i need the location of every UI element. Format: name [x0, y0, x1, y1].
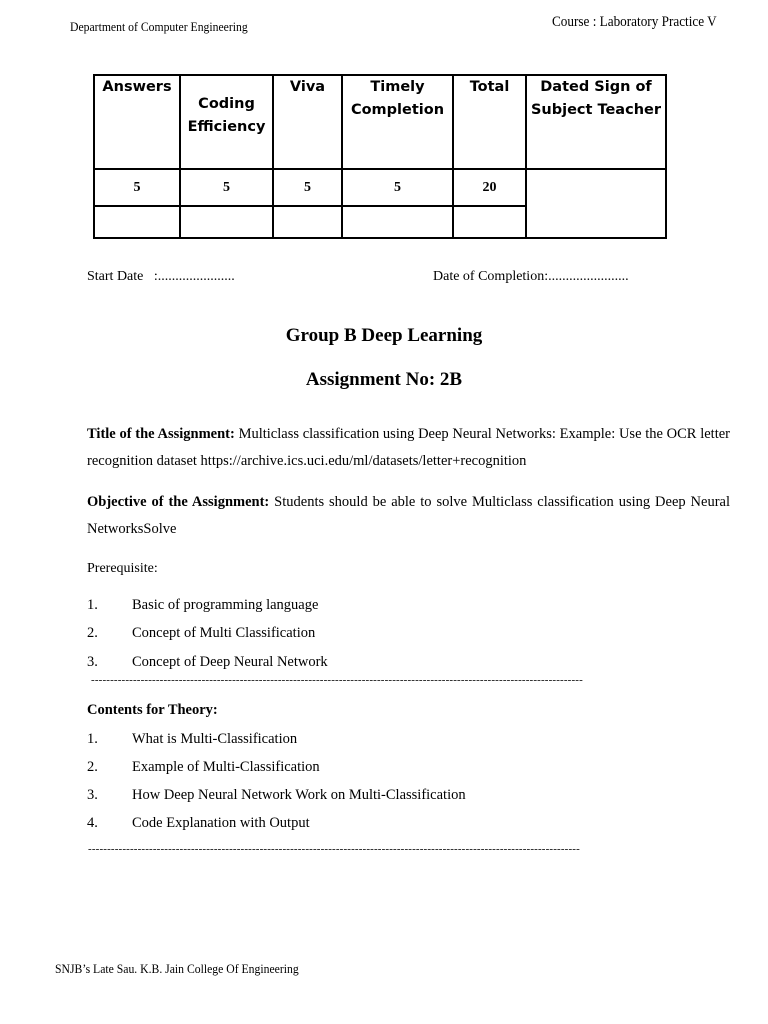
- course-header: Course : Laboratory Practice V: [552, 14, 717, 30]
- assignment-title-paragraph: [87, 421, 730, 475]
- prerequisite-item: [87, 597, 318, 614]
- list-text: Example of Multi-Classification: [132, 759, 320, 775]
- header-viva: Viva: [273, 75, 342, 169]
- list-text: Code Explanation with Output: [132, 815, 310, 831]
- separator-line: ---------------------------------------------------------------------------------------------------------------------------------: [91, 674, 583, 686]
- prerequisite-label: Prerequisite:: [87, 561, 158, 576]
- contents-item: [87, 759, 320, 776]
- prerequisite-item: [87, 654, 328, 671]
- college-footer: SNJB’s Late Sau. K.B. Jain College Of Engineering: [55, 961, 299, 976]
- group-title: Group B Deep Learning: [285, 325, 483, 346]
- header-timely-completion: Timely Completion: [342, 75, 453, 169]
- obtained-timely-cell: [342, 206, 453, 238]
- list-text: What is Multi-Classification: [132, 731, 298, 747]
- list-number: 3.: [87, 787, 98, 803]
- max-coding-efficiency: 5: [180, 169, 273, 206]
- marks-table: [93, 74, 667, 239]
- max-answers: 5: [94, 169, 180, 206]
- list-text: Basic of programming language: [132, 597, 319, 613]
- list-number: 1.: [87, 731, 98, 747]
- obtained-total-cell: [453, 206, 526, 238]
- obtained-coding-cell: [180, 206, 273, 238]
- header-answers: Answers: [94, 75, 180, 169]
- start-date: Start Date :......................: [87, 269, 235, 284]
- prerequisite-item: [87, 625, 315, 642]
- assignment-number: Assignment No: 2B: [305, 369, 463, 390]
- obtained-viva-cell: [273, 206, 342, 238]
- objective-paragraph: [87, 489, 730, 543]
- marks-header-row: [94, 75, 666, 169]
- department-header: Department of Computer Engineering: [70, 19, 248, 34]
- separator-line: ---------------------------------------------------------------------------------------------------------------------------------: [88, 843, 580, 855]
- obtained-answers-cell: [94, 206, 180, 238]
- assignment-title-label: Title of the Assignment:: [87, 426, 235, 442]
- max-timely-completion: 5: [342, 169, 453, 206]
- objective-label: Objective of the Assignment:: [87, 494, 270, 510]
- list-number: 3.: [87, 654, 98, 670]
- contents-item: [87, 731, 297, 748]
- list-number: 4.: [87, 815, 98, 831]
- list-text: Concept of Multi Classification: [132, 625, 316, 641]
- marks-max-row: [94, 169, 666, 206]
- contents-label: Contents for Theory:: [87, 702, 218, 718]
- header-total: Total: [453, 75, 526, 169]
- contents-item: [87, 815, 310, 832]
- list-number: 2.: [87, 759, 98, 775]
- assignment-title-text: Multiclass classification using Deep Neural Networks: Example: Use the OCR letter recognition dataset https://archive.ics.uci.edu/ml/datasets/letter+recognition: [87, 426, 730, 469]
- list-number: 2.: [87, 625, 98, 641]
- completion-date: Date of Completion:.......................: [433, 269, 629, 284]
- list-number: 1.: [87, 597, 98, 613]
- contents-item: [87, 787, 466, 804]
- list-text: How Deep Neural Network Work on Multi-Classification: [132, 787, 466, 803]
- header-dated-sign: Dated Sign of Subject Teacher: [526, 75, 666, 169]
- signature-cell: [526, 169, 666, 238]
- list-text: Concept of Deep Neural Network: [132, 654, 328, 670]
- max-viva: 5: [273, 169, 342, 206]
- objective-text: Students should be able to solve Multiclass classification using Deep Neural NetworksSolve: [87, 494, 730, 537]
- max-total: 20: [453, 169, 526, 206]
- header-coding-efficiency: Coding Efficiency: [180, 75, 273, 169]
